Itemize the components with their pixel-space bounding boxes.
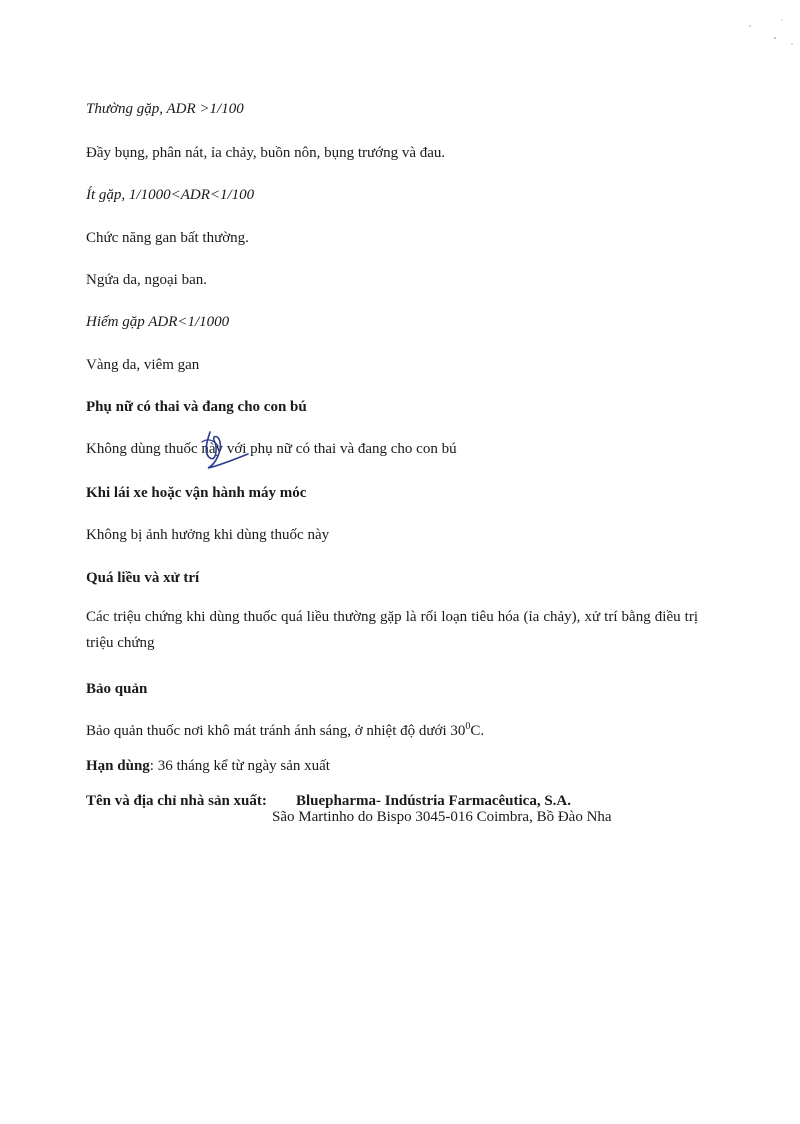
scan-specks — [680, 0, 800, 80]
overdose-text: Các triệu chứng khi dùng thuốc quá liều thường gặp là rối loạn tiêu hóa (ỉa chảy), xử trí bằng điều trị triệu chứng — [86, 609, 698, 651]
storage-heading: Bảo quản — [86, 681, 148, 697]
expiry-line — [86, 757, 330, 775]
expiry-label: Hạn dùng — [86, 758, 150, 774]
adr-uncommon-text-2: Ngứa da, ngoại ban. — [86, 272, 208, 288]
manufacturer-address: São Martinho do Bispo 3045-016 Coimbra, Bồ Đào Nha — [272, 809, 612, 825]
adr-common-text: Đầy bụng, phân nát, ỉa chảy, buồn nôn, bụng trướng và đau. — [86, 145, 446, 161]
adr-uncommon-heading: Ít gặp, 1/1000<ADR<1/100 — [86, 187, 255, 203]
expiry-value: : 36 tháng kể từ ngày sản xuất — [149, 758, 330, 774]
manufacturer-name: Bluepharma- Indústria Farmacêutica, S.A. — [296, 793, 571, 809]
driving-text: Không bị ảnh hưởng khi dùng thuốc này — [86, 527, 330, 543]
adr-common-heading: Thường gặp, ADR >1/100 — [86, 101, 244, 117]
storage-degree-superscript: 0 — [465, 721, 471, 732]
storage-text-unit: C. — [470, 723, 485, 739]
adr-rare-text: Vàng da, viêm gan — [86, 357, 200, 373]
pregnancy-text: Không dùng thuốc này với phụ nữ có thai và đang cho con bú — [86, 441, 457, 457]
driving-heading: Khi lái xe hoặc vận hành máy móc — [86, 485, 307, 501]
storage-text-main: Bảo quản thuốc nơi khô mát tránh ánh sáng, ở nhiệt độ dưới 30 — [86, 723, 466, 739]
pregnancy-heading: Phụ nữ có thai và đang cho con bú — [86, 399, 307, 415]
manufacturer-label: Tên và địa chỉ nhà sản xuất: — [86, 793, 267, 809]
overdose-heading: Quá liều và xử trí — [86, 570, 200, 586]
adr-rare-heading: Hiếm gặp ADR<1/1000 — [86, 314, 230, 330]
adr-uncommon-text-1: Chức năng gan bất thường. — [86, 230, 249, 246]
storage-text — [86, 722, 484, 740]
